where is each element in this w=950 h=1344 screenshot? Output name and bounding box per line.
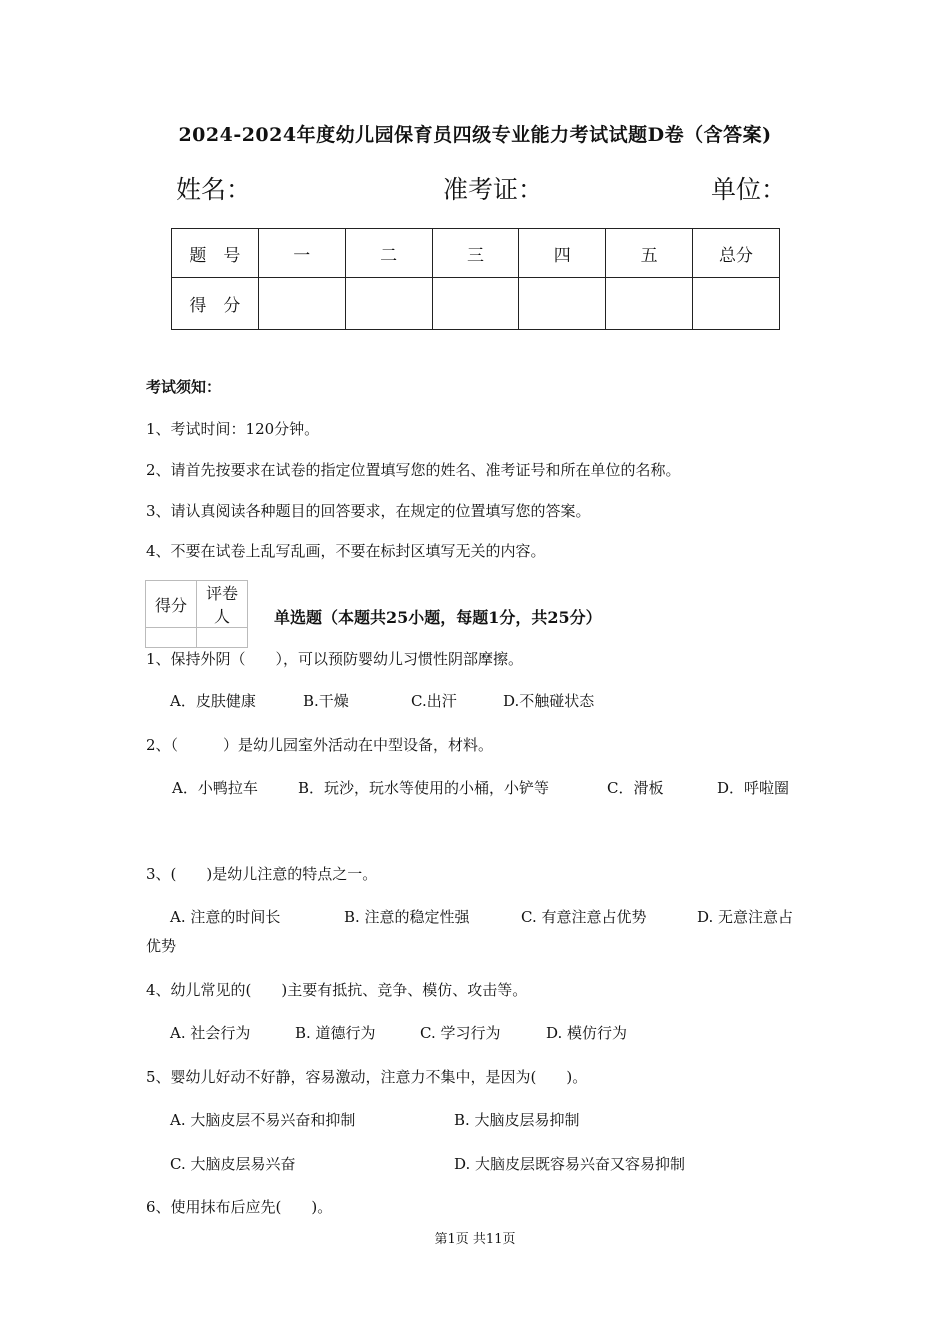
option-b: B.干燥 — [303, 692, 349, 710]
grader-reviewer-cell[interactable] — [197, 628, 248, 648]
score-table-header-cell: 题 号 — [172, 229, 259, 278]
question-stem: 4、幼儿常见的( )主要有抵抗、竞争、模仿、攻击等。 — [146, 981, 528, 999]
score-table-header-cell: 四 — [519, 229, 606, 278]
grader-reviewer-label: 评卷人 — [197, 581, 248, 628]
option-d: D．呼啦圈 — [717, 779, 790, 797]
score-table-header-cell: 五 — [606, 229, 693, 278]
question-stem: 5、婴幼儿好动不好静，容易激动，注意力不集中，是因为( )。 — [146, 1068, 588, 1086]
question-stem: 3、( )是幼儿注意的特点之一。 — [146, 865, 378, 883]
page-title: 2024-2024年度幼儿园保育员四级专业能力考试试题D卷（含答案) — [178, 124, 772, 146]
option-a: A. 注意的时间长 — [170, 908, 281, 926]
option-b: B. 大脑皮层易抑制 — [454, 1111, 580, 1129]
section-title: 单选题（本题共25小题，每题1分，共25分） — [274, 608, 602, 627]
grader-score-label: 得分 — [146, 581, 197, 628]
option-b: B．玩沙，玩水等使用的小桶，小铲等 — [298, 779, 550, 797]
score-cell[interactable] — [519, 278, 606, 330]
option-d-wrap: 优势 — [146, 937, 177, 955]
name-field-label: 姓名： — [176, 175, 252, 204]
option-a: A．小鸭拉车 — [172, 779, 258, 797]
option-b: B. 注意的稳定性强 — [344, 908, 470, 926]
note-item: 2、请首先按要求在试卷的指定位置填写您的姓名、准考证号和所在单位的名称。 — [146, 461, 681, 479]
option-d: D. 模仿行为 — [546, 1024, 628, 1042]
score-table-header-cell: 三 — [432, 229, 519, 278]
grader-box — [145, 580, 248, 648]
note-item: 4、不要在试卷上乱写乱画，不要在标封区填写无关的内容。 — [146, 542, 546, 560]
unit-field-label: 单位： — [711, 175, 787, 204]
option-d: D. 无意注意占 — [697, 908, 794, 926]
option-c: C. 有意注意占优势 — [521, 908, 647, 926]
option-c: C．滑板 — [607, 779, 664, 797]
question-stem: 1、保持外阴（ ），可以预防婴幼儿习惯性阴部摩擦。 — [146, 650, 524, 668]
option-c: C. 大脑皮层易兴奋 — [170, 1155, 296, 1173]
score-cell[interactable] — [693, 278, 780, 330]
score-table-header-cell: 一 — [258, 229, 345, 278]
option-c: C.出汗 — [411, 692, 457, 710]
score-table — [171, 228, 780, 330]
score-cell[interactable] — [432, 278, 519, 330]
option-a: A. 大脑皮层不易兴奋和抑制 — [170, 1111, 356, 1129]
note-item: 1、考试时间：120分钟。 — [146, 420, 320, 438]
option-d: D.不触碰状态 — [503, 692, 595, 710]
notes-title: 考试须知： — [146, 378, 222, 396]
score-cell[interactable] — [258, 278, 345, 330]
page-footer: 第1页 共11页 — [434, 1232, 516, 1247]
question-stem: 6、使用抹布后应先( )。 — [146, 1198, 333, 1216]
question-stem: 2、（ ）是幼儿园室外活动在中型设备，材料。 — [146, 736, 494, 754]
exam-id-field-label: 准考证： — [443, 175, 544, 204]
score-table-header-cell: 总分 — [693, 229, 780, 278]
grader-score-cell[interactable] — [146, 628, 197, 648]
score-table-header-row — [172, 229, 780, 278]
score-table-score-row — [172, 278, 780, 330]
option-b: B. 道德行为 — [295, 1024, 376, 1042]
score-table-row-label: 得 分 — [172, 278, 259, 330]
score-cell[interactable] — [606, 278, 693, 330]
option-a: A．皮肤健康 — [170, 692, 256, 710]
note-item: 3、请认真阅读各种题目的回答要求，在规定的位置填写您的答案。 — [146, 502, 591, 520]
score-table-header-cell: 二 — [345, 229, 432, 278]
option-c: C. 学习行为 — [420, 1024, 501, 1042]
option-d: D. 大脑皮层既容易兴奋又容易抑制 — [454, 1155, 686, 1173]
score-cell[interactable] — [345, 278, 432, 330]
option-a: A. 社会行为 — [170, 1024, 251, 1042]
